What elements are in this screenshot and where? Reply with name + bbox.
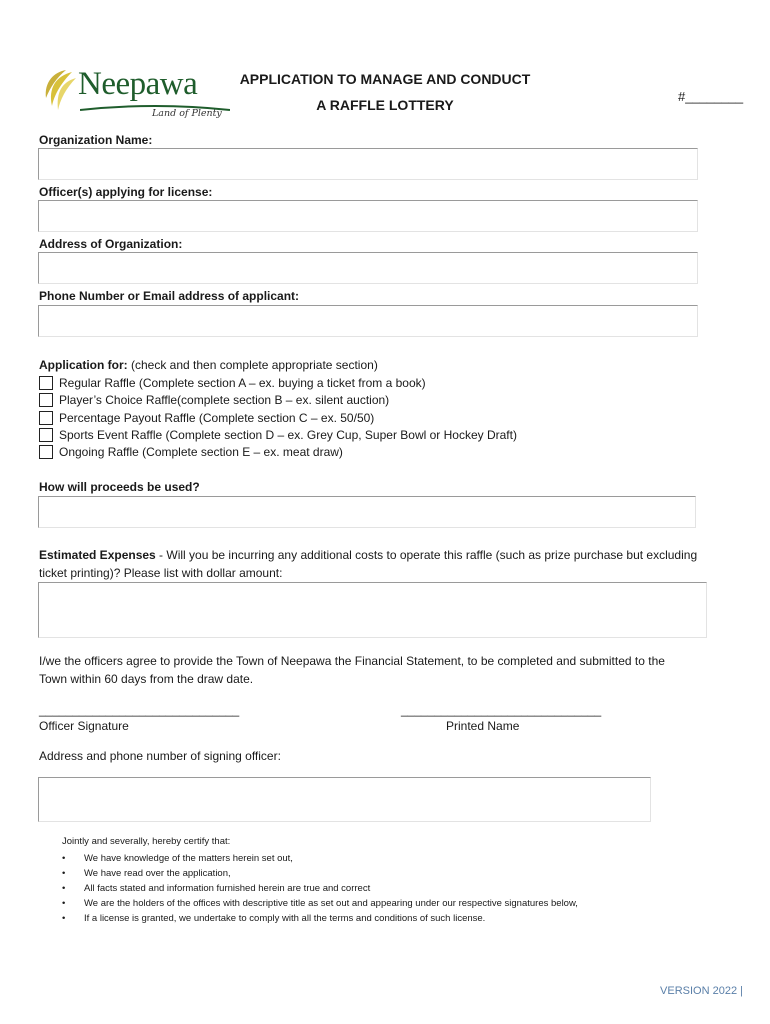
certify-list (62, 851, 702, 926)
option-label: Sports Event Raffle (Complete section D – ex. Grey Cup, Super Bowl or Hockey Draft) (59, 427, 517, 442)
expenses-question (39, 548, 739, 562)
checkbox-regular-raffle[interactable] (39, 376, 53, 390)
certify-item: • We have knowledge of the matters herein set out, (62, 851, 702, 866)
checkbox-players-choice-raffle[interactable] (39, 393, 53, 407)
version-footer: VERSION 2022 | (660, 985, 743, 997)
certify-intro: Jointly and severally, hereby certify that: (62, 836, 231, 847)
option-percentage-payout-raffle[interactable] (39, 409, 374, 426)
application-number: #________ (678, 89, 744, 104)
officer-signature-line[interactable]: ______________________________ (39, 703, 240, 717)
contact-label: Phone Number or Email address of applicant: (39, 289, 300, 303)
option-sports-event-raffle[interactable] (39, 426, 517, 443)
organization-name-field[interactable] (38, 148, 698, 180)
title-line-2: A RAFFLE LOTTERY (316, 97, 454, 113)
option-label: Ongoing Raffle (Complete section E – ex. meat draw) (59, 444, 343, 459)
wheat-icon (42, 68, 82, 114)
signing-officer-field[interactable] (38, 777, 651, 822)
printed-name-line[interactable]: ______________________________ (401, 703, 602, 717)
option-ongoing-raffle[interactable] (39, 443, 343, 460)
expenses-text-2: ticket printing)? Please list with dollar amount: (39, 566, 283, 580)
logo-tagline: Land of Plenty (152, 108, 222, 119)
expenses-field[interactable] (38, 582, 707, 638)
officers-field[interactable] (38, 200, 698, 232)
organization-name-label: Organization Name: (39, 133, 153, 147)
application-for-note: (check and then complete appropriate section) (127, 358, 378, 372)
checkbox-sports-event-raffle[interactable] (39, 428, 53, 442)
officers-label: Officer(s) applying for license: (39, 185, 213, 199)
certify-item: • All facts stated and information furnished herein are true and correct (62, 881, 702, 896)
title-line-1: APPLICATION TO MANAGE AND CONDUCT (239, 71, 531, 87)
application-for-heading (39, 358, 378, 372)
expenses-text-1: - Will you be incurring any additional costs to operate this raffle (such as prize purchase but excluding (155, 548, 698, 562)
agreement-line-1: I/we the officers agree to provide the Town of Neepawa the Financial Statement, to be completed and submitted to the (39, 654, 665, 668)
option-label: Regular Raffle (Complete section A – ex. buying a ticket from a book) (59, 375, 426, 390)
officer-signature-label: Officer Signature (39, 719, 129, 733)
option-players-choice-raffle[interactable] (39, 391, 389, 408)
application-for-label: Application for: (39, 358, 128, 372)
logo-name: Neepawa (78, 66, 198, 102)
signing-officer-label: Address and phone number of signing officer: (39, 749, 281, 763)
option-label: Percentage Payout Raffle (Complete section C – ex. 50/50) (59, 410, 375, 425)
agreement-line-2: Town within 60 days from the draw date. (39, 672, 254, 686)
certify-item: • We are the holders of the offices with descriptive title as set out and appearing under our respective signatures below, (62, 896, 702, 911)
option-label: Player’s Choice Raffle(complete section B – ex. silent auction) (59, 392, 390, 407)
printed-name-label: Printed Name (446, 719, 520, 733)
certify-item: • If a license is granted, we undertake to comply with all the terms and conditions of such license. (62, 911, 702, 926)
address-label: Address of Organization: (39, 237, 183, 251)
certify-item: • We have read over the application, (62, 866, 702, 881)
option-regular-raffle[interactable] (39, 374, 426, 391)
expenses-label: Estimated Expenses (39, 548, 156, 562)
proceeds-label: How will proceeds be used? (39, 480, 200, 494)
checkbox-percentage-payout-raffle[interactable] (39, 411, 53, 425)
contact-field[interactable] (38, 305, 698, 337)
address-field[interactable] (38, 252, 698, 284)
proceeds-field[interactable] (38, 496, 696, 528)
checkbox-ongoing-raffle[interactable] (39, 445, 53, 459)
